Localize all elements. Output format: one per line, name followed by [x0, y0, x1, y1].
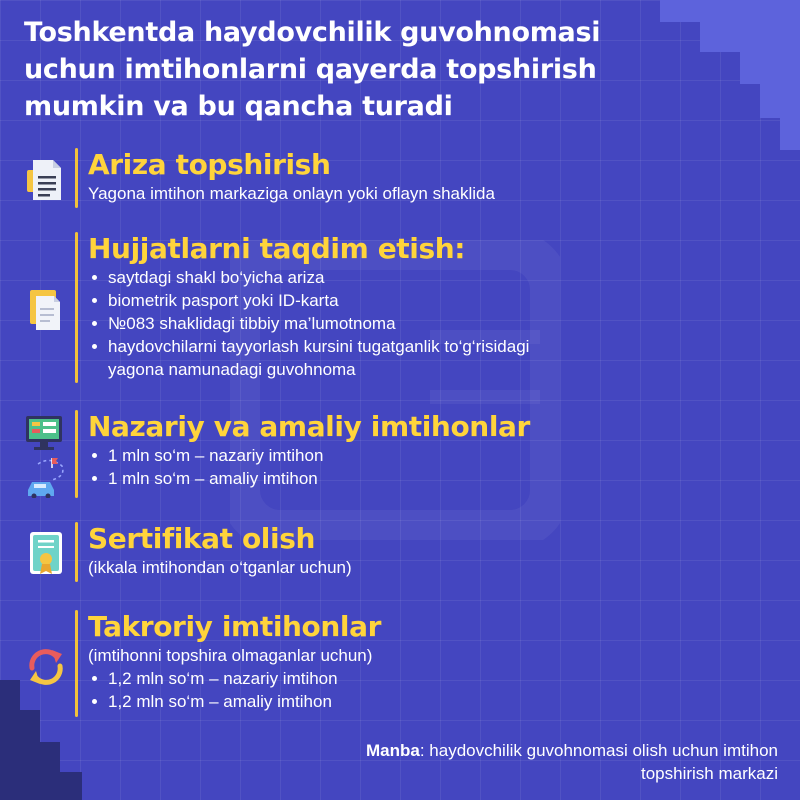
exam-monitor-car-icon — [24, 414, 68, 498]
source-note — [358, 739, 778, 785]
section-heading: Takroriy imtihonlar — [88, 610, 382, 643]
list-item: №083 shaklidagi tibbiy ma’lumotnoma — [88, 312, 748, 335]
accent-bar — [75, 610, 78, 717]
papers-icon — [24, 286, 68, 334]
source-text: haydovchilik guvohnomasi olish uchun imtihon topshirish markazi — [424, 741, 778, 783]
section-description: (imtihonni topshira olmaganlar uchun) — [88, 646, 373, 665]
section-heading: Nazariy va amaliy imtihonlar — [88, 410, 530, 443]
certificate-icon — [24, 530, 68, 578]
top-right-step-decoration — [640, 0, 800, 150]
list-item: saytdagi shakl bo‘yicha ariza — [88, 266, 748, 289]
list-item: 1 mln so‘m – amaliy imtihon — [88, 467, 748, 490]
list-item: haydovchilarni tayyorlash kursini tugatganlik to‘g‘risidagi yagona namunadagi guvohnoma — [88, 335, 548, 381]
section-application — [24, 148, 764, 210]
document-list — [88, 266, 748, 381]
retake-price-list — [88, 667, 748, 713]
document-icon — [24, 156, 68, 204]
list-item: 1 mln so‘m – nazariy imtihon — [88, 444, 748, 467]
list-item: 1,2 mln so‘m – amaliy imtihon — [88, 690, 748, 713]
section-exams — [24, 410, 764, 498]
section-description: (ikkala imtihondan o‘tganlar uchun) — [88, 558, 352, 577]
accent-bar — [75, 148, 78, 208]
section-documents — [24, 232, 764, 384]
list-item: biometrik pasport yoki ID-karta — [88, 289, 748, 312]
accent-bar — [75, 410, 78, 498]
repeat-arrows-icon — [24, 644, 68, 688]
page-title: Toshkentda haydovchilik guvohnomasi uchun imtihonlarni qayerda topshirish mumkin va bu qancha turadi — [24, 17, 601, 122]
accent-bar — [75, 522, 78, 582]
section-retakes — [24, 610, 764, 718]
source-separator: : — [419, 741, 425, 760]
source-label: Manba — [365, 741, 420, 760]
exam-price-list — [88, 444, 748, 490]
section-description: Yagona imtihon markaziga onlayn yoki oflayn shaklida — [88, 184, 495, 203]
section-heading: Sertifikat olish — [88, 522, 316, 555]
section-heading: Hujjatlarni taqdim etish: — [88, 232, 466, 265]
accent-bar — [75, 232, 78, 383]
section-heading: Ariza topshirish — [88, 148, 331, 181]
list-item: 1,2 mln so‘m – nazariy imtihon — [88, 667, 748, 690]
section-certificate — [24, 522, 764, 584]
